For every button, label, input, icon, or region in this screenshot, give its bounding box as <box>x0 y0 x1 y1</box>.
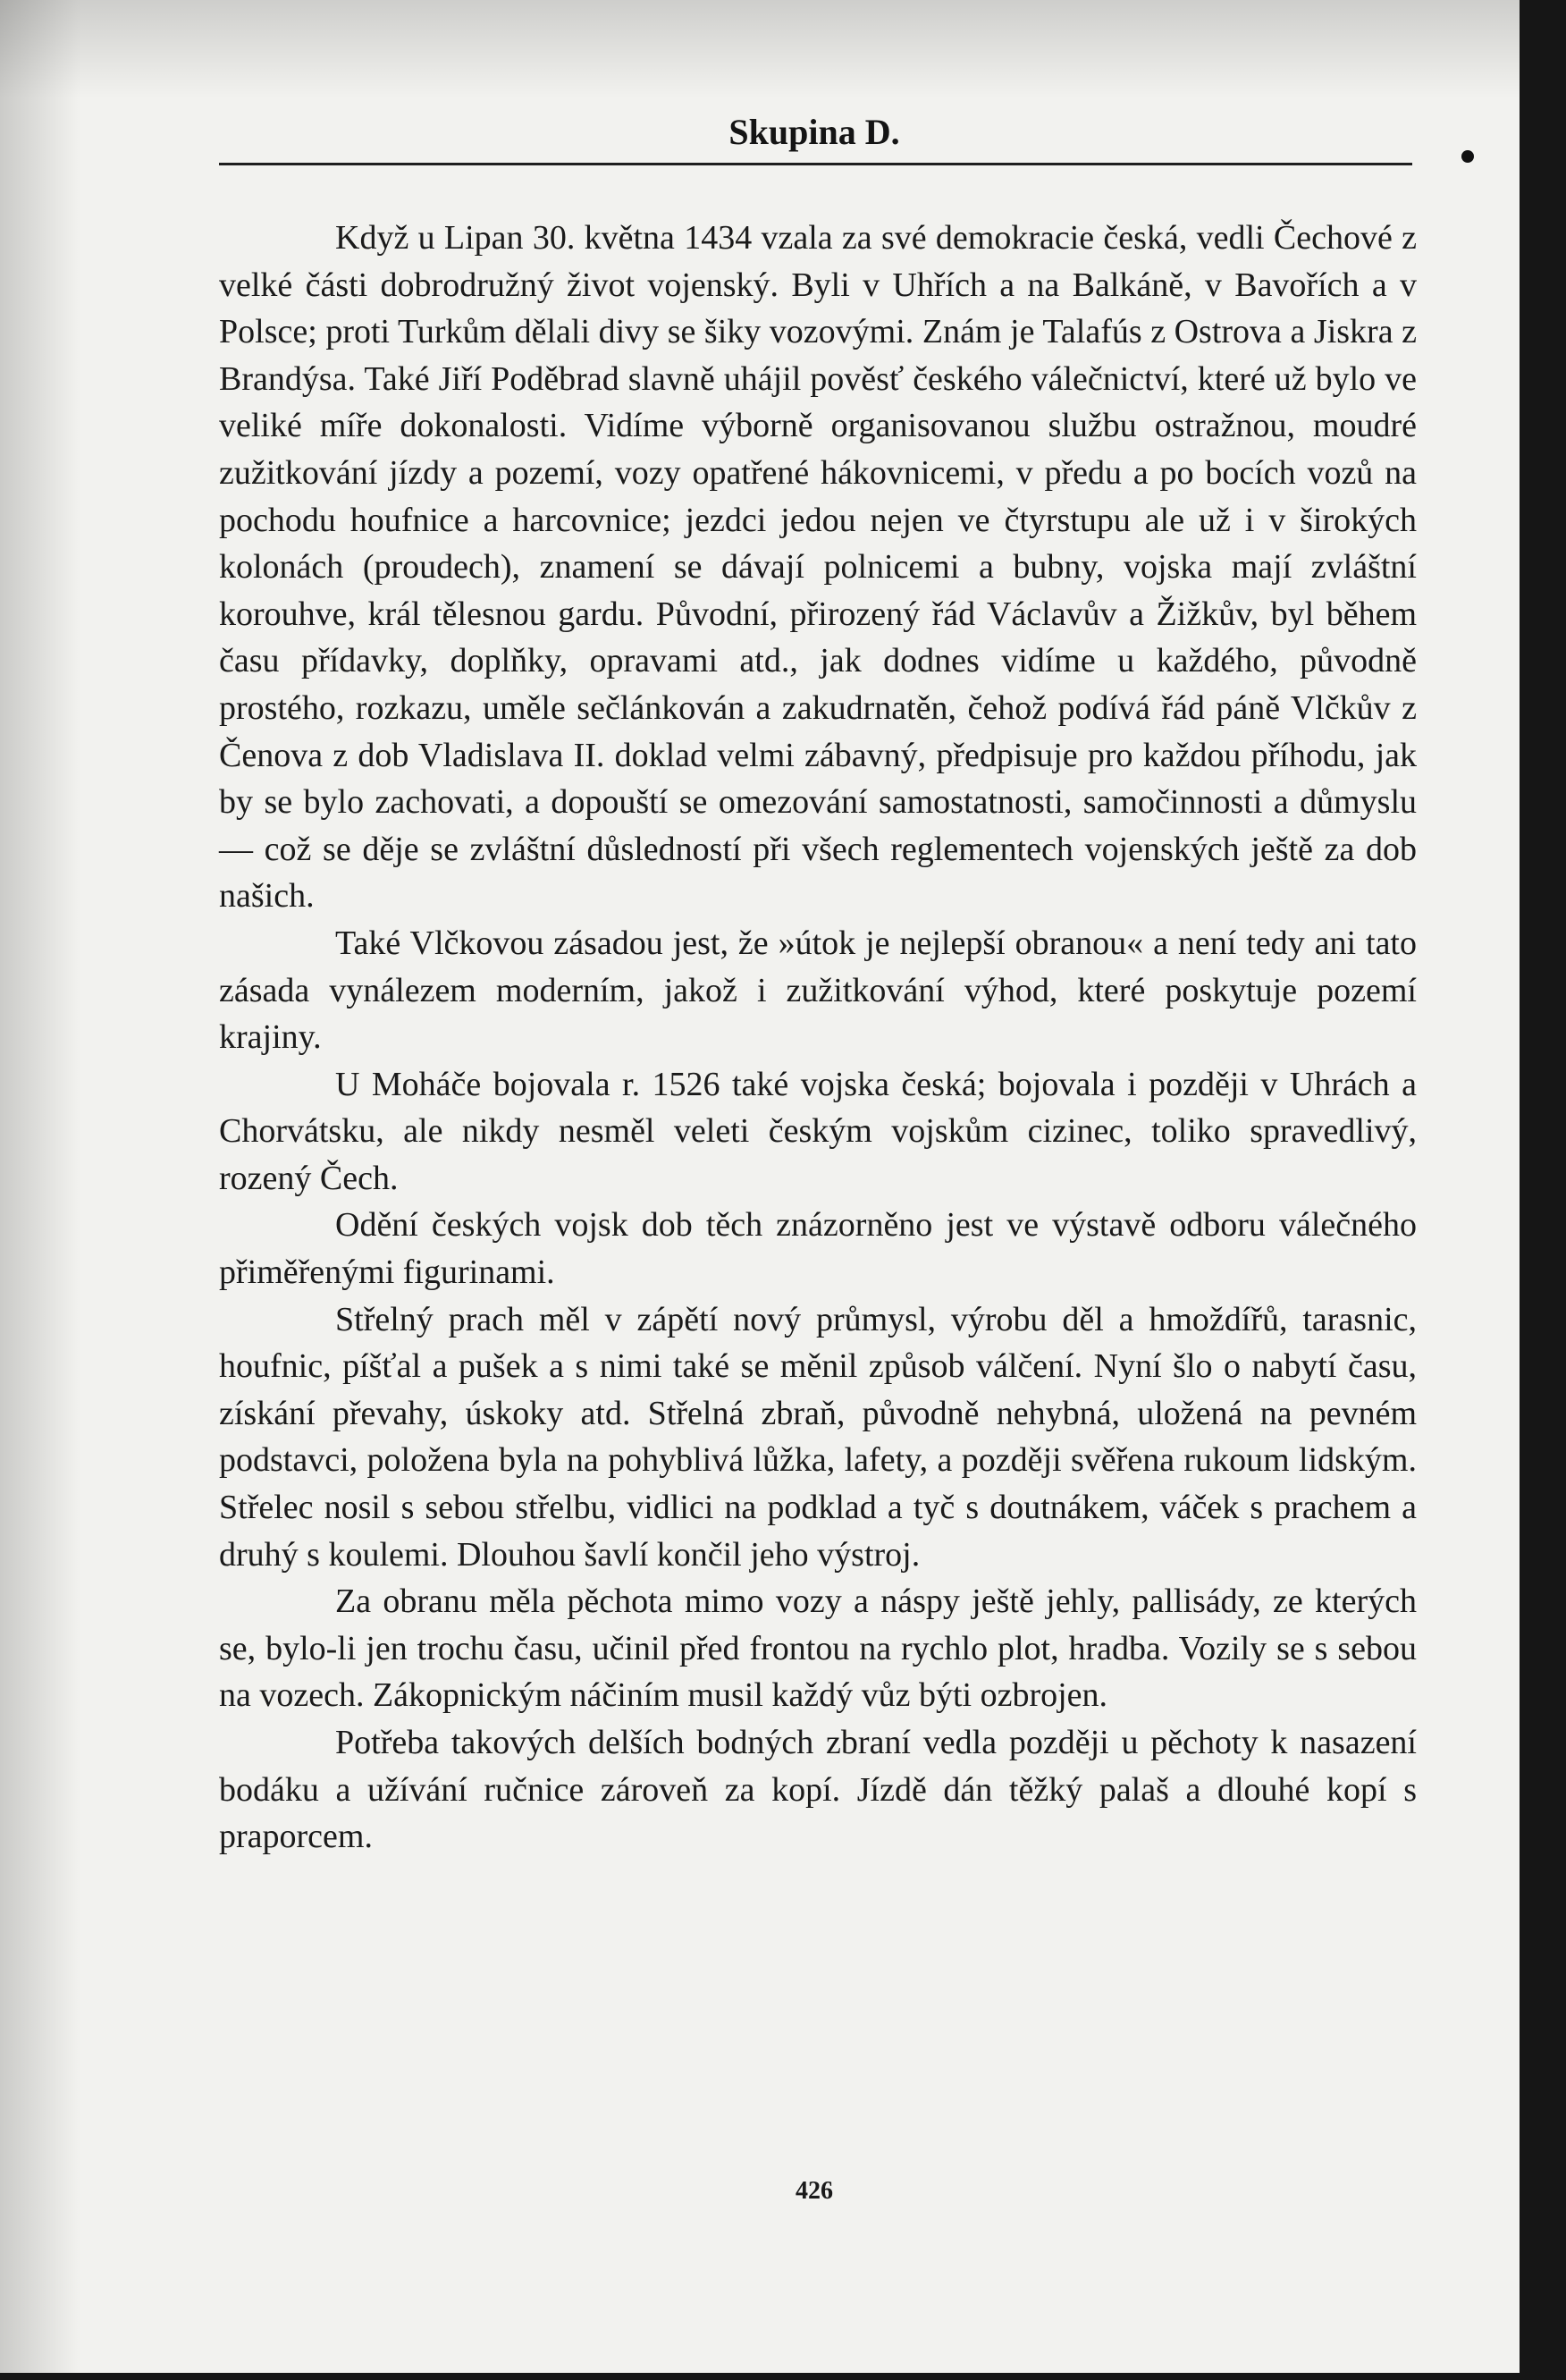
paragraph: U Moháče bojovala r. 1526 také vojska česká; bojovala i později v Uhrách a Chorvátsku, ale nikdy nesměl veleti českým vojskům cizinec, toliko spravedlivý, rozený Čech. <box>219 1065 1417 1197</box>
ink-speck <box>1461 150 1474 163</box>
body-text <box>219 215 1417 1861</box>
paragraph: Když u Lipan 30. května 1434 vzala za své demokracie česká, vedli Čechové z velké části dobrodružný život vojenský. Byli v Uhřích a na Balkáně, v Bavořích a v Polsce; proti Turkům dělali divy se šiky vozovými. Znám je Talafús z Ostrova a Jiskra z Brandýsa. Také Jiří Poděbrad slavně uhájil pověsť českého válečnictví, které už bylo ve veliké míře dokonalosti. Vidíme výborně organisovanou službu ostražnou, moudré zužitkování jízdy a pozemí, vozy opatřené hákovnicemi, v předu a po bocích vozů na pochodu houfnice a harcovnice; jezdci jedou nejen ve čtyrstupu ale už i v širokých kolonách (proudech), znamení se dávají polnicemi a bubny, vojska mají zvláštní korouhve, král tělesnou gardu. Původní, přirozený řád Václavův a Žižkův, byl během času přídavky, doplňky, opravami atd., jak dodnes vidíme u každého, původně prostého, rozkazu, uměle sečlánkován a zakudrnatěn, čehož podívá řád páně Vlčkův z Čenova z dob Vladislava II. doklad velmi zábavný, předpisuje pro každou příhodu, jak by se bylo zachovati, a dopouští se omezování samostatnosti, samočinnosti a důmyslu — což se děje se zvláštní důsledností při všech reglementech vojenských ještě za dob našich. <box>219 219 1417 916</box>
running-header: Skupina D. <box>728 112 900 152</box>
scan-edge-right <box>1520 0 1566 2380</box>
paragraph: Také Vlčkovou zásadou jest, že »útok je nejlepší obranou« a není tedy ani tato zásada vynálezem moderním, jakož i zužitkování výhod, které poskytuje pozemí krajiny. <box>219 924 1417 1057</box>
paragraph: Za obranu měla pěchota mimo vozy a náspy ještě jehly, pallisády, ze kterých se, bylo-li jen trochu času, učinil před frontou na rychlo plot, hradba. Vozily se s sebou na vozech. Zákopnickým náčiním musil každý vůz býti ozbrojen. <box>219 1582 1417 1715</box>
header-rule <box>219 163 1412 165</box>
paragraph: Potřeba takových delších bodných zbraní vedla později u pěchoty k nasazení bodáku a užívání ručnice zároveň za kopí. Jízdě dán těžký palaš a dlouhé kopí s praporcem. <box>219 1724 1417 1856</box>
paragraph: Střelný prach měl v zápětí nový průmysl, výrobu děl a hmoždířů, tarasnic, houfnic, píšťal a pušek a s nimi také se měnil způsob válčení. Nyní šlo o nabytí času, získání převahy, úskoky atd. Střelná zbraň, původně nehybná, uložená na pevném podstavci, položena byla na pohyblivá lůžka, lafety, a později svěřena rukoum lidským. Střelec nosil s sebou střelbu, vidlici na podklad a tyč s doutnákem, váček s prachem a druhý s koulemi. Dlouhou šavlí končil jeho výstroj. <box>219 1300 1417 1574</box>
paragraph: Odění českých vojsk dob těch znázorněno jest ve výstavě odboru válečného přiměřenými figurinami. <box>219 1206 1417 1292</box>
page-shadow-top <box>0 0 1520 98</box>
scan-edge-bottom <box>0 2373 1566 2380</box>
page-shadow-left <box>0 0 80 2380</box>
page-number: 426 <box>796 2177 833 2205</box>
